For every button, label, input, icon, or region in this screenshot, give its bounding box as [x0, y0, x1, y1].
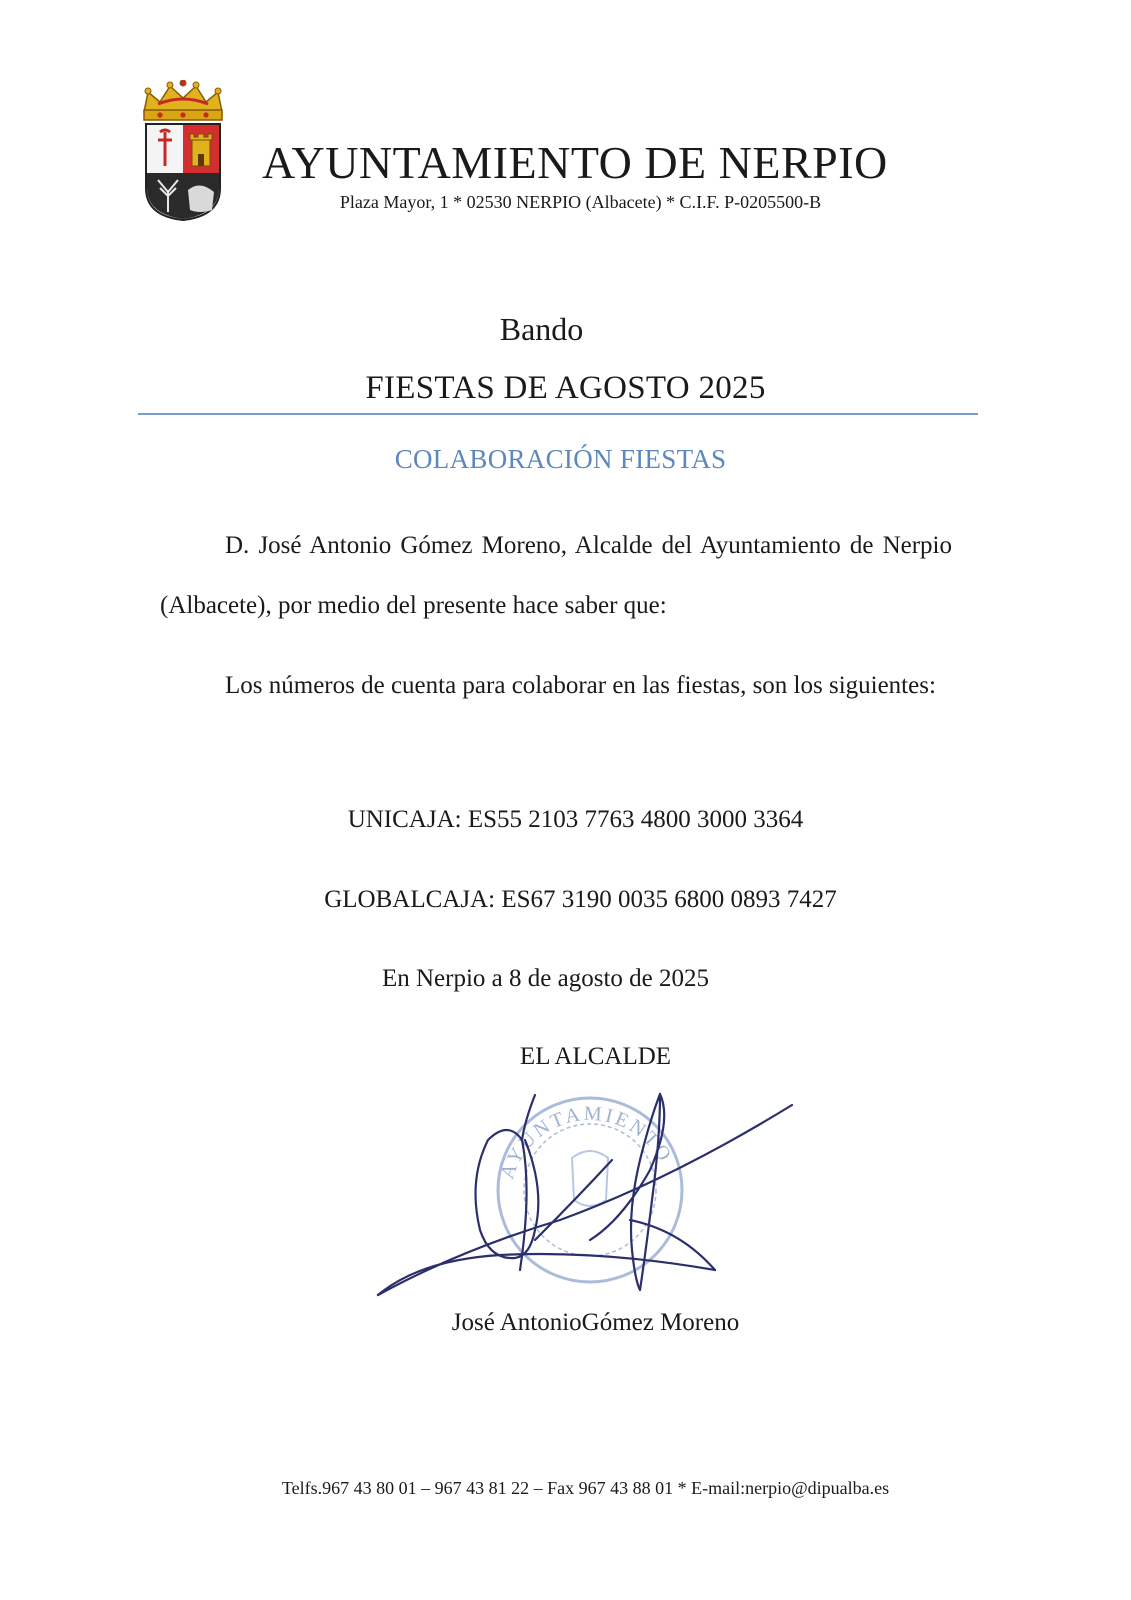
- paragraph-text: siguientes:: [828, 672, 936, 699]
- document-title: FIESTAS DE AGOSTO 2025: [365, 370, 766, 406]
- date-line: En Nerpio a 8 de agosto de 2025: [381, 965, 709, 992]
- paragraph-text: Los números de cuenta para colaborar en las fiestas, son los: [225, 672, 823, 699]
- organization-address: Plaza Mayor, 1 * 02530 NERPIO (Albacete) * C.I.F. P-0205500-B: [339, 192, 822, 212]
- bank-name: UNICAJA: [347, 806, 455, 833]
- bank-name: GLOBALCAJA: [324, 886, 489, 913]
- document-type: Bando: [499, 311, 584, 347]
- document-subtitle: COLABORACIÓN FIESTAS: [394, 444, 727, 474]
- paragraph-text: Nerpio (Albacete), por medio del presente hace saber que:: [160, 532, 952, 619]
- bank-iban: ES55 2103 7763 4800 3000 3364: [467, 806, 804, 833]
- bank-account-line: GLOBALCAJA: ES67 3190 0035 6800 0893 7427: [324, 886, 837, 913]
- bank-account-line: UNICAJA: ES55 2103 7763 4800 3000 3364: [347, 806, 804, 833]
- bank-iban: ES67 3190 0035 6800 0893 7427: [501, 886, 837, 913]
- body-paragraph: [160, 516, 952, 636]
- crown-icon: [144, 80, 222, 120]
- body-paragraph: [160, 656, 952, 716]
- title-divider: [138, 413, 978, 415]
- signer-role: EL ALCALDE: [519, 1043, 672, 1070]
- paragraph-text: D. José Antonio Gómez Moreno, Alcalde del Ayuntamiento de: [225, 532, 874, 559]
- footer-contacts: Telfs.967 43 80 01 – 967 43 81 22 – Fax 967 43 88 01 * E-mail:nerpio@dipualba.es: [281, 1478, 890, 1498]
- organization-name: AYUNTAMIENTO DE NERPIO: [262, 137, 888, 188]
- stamp-text: AYUNTAMIENTO: [496, 1102, 677, 1182]
- signer-name: José AntonioGómez Moreno: [451, 1309, 740, 1336]
- signature-with-stamp: [360, 1080, 810, 1310]
